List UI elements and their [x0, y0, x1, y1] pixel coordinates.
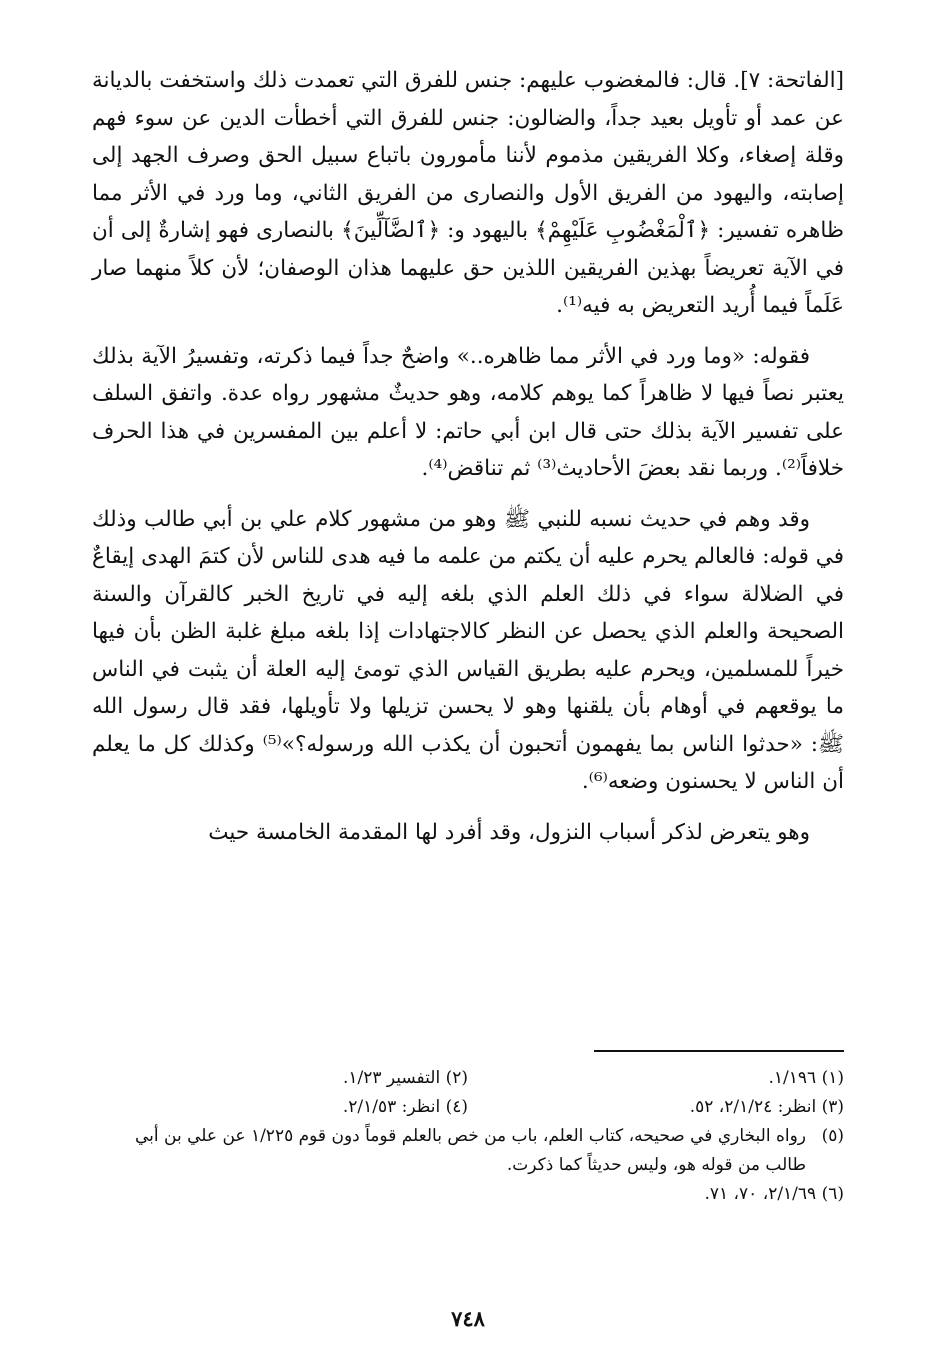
paragraph-4: وهو يتعرض لذكر أسباب النزول، وقد أفرد لها المقدمة الخامسة حيث — [208, 819, 810, 845]
footnote-6: (٦) ٢/١/٦٩، ٧٠، ٧١. — [704, 1184, 844, 1204]
footnote-5 — [92, 1122, 844, 1180]
paragraph-3: وقد وهم في حديث نسبه للنبي ﷺ وهو من مشهور كلام علي بن أبي طالب وذلك في قوله: فالعالم يحرم عليه أن يكتم من علمه ما فيه هدى للناس لأن كتمَ الهدى إيقاعٌ في الضلالة سواء في ذلك العلم الذي بلغه إليه في تاريخ الخبر كالقرآن والسنة الصحيحة والعلم الذي يحصل عن النظر كالاجتهادات إذا بلغه مبلغ غلبة الظن بأن فيها خيراً للمسلمين، ويحرم عليه بطريق القياس الذي تومئ إليه العلة أن يثبت في الناس ما يوقعهم في أوهام بأن يلقنها وهو لا يحسن تزيلها ولا تأويلها، فقد قال رسول الله ﷺ: «حدثوا الناس بما يفهمون أتحبون أن يكذب الله ورسوله؟»⁽⁵⁾ وكذلك كل ما يعلم أن الناس لا يحسنون وضعه⁽⁶⁾. — [92, 506, 845, 794]
footnote-4: (٤) انظر: ٢/١/٥٣. — [342, 1097, 468, 1117]
footnote-2: (٢) التفسير ١/٢٣. — [342, 1068, 468, 1088]
footnote-1: (١) ١/١٩٦. — [768, 1068, 844, 1088]
footnote-row-6 — [92, 1180, 844, 1209]
paragraph-1: [الفاتحة: ٧]. قال: فالمغضوب عليهم: جنس للفرق التي تعمدت ذلك واستخفت بالديانة عن عمد أو تأويل بعيد جداً، والضالون: جنس للفرق التي أخطأت الدين عن سوء فهم وقلة إصغاء، وكلا الفريقين مذموم لأننا مأمورون باتباع سبيل الحق وصرف الجهد إلى إصابته، واليهود من الفريق الأول والنصارى من الفريق الثاني، وما ورد في الأثر مما ظاهره تفسير: ﴿ٱلْمَغْضُوبِ عَلَيْهِمْ﴾ باليهود و: ﴿ٱلضَّآلِّينَ﴾ بالنصارى فهو إشارةٌ إلى أن في الآية تعريضاً بهذين الفريقين اللذين حق عليهما هذان الوصفان؛ لأن كلاً منهما صار عَلَماً فيما أُريد التعريض به فيه⁽¹⁾. — [92, 68, 844, 318]
footnote-row-2 — [92, 1093, 844, 1122]
page — [92, 62, 845, 1331]
main-text — [92, 62, 844, 851]
footnote-5-number: (٥) — [821, 1126, 844, 1146]
footnote-divider — [594, 1050, 844, 1052]
footnote-row-1 — [92, 1064, 844, 1093]
footnotes — [92, 1064, 844, 1209]
page-number: ٧٤٨ — [451, 1306, 485, 1331]
paragraph-2: فقوله: «وما ورد في الأثر مما ظاهره..» واضحٌ جداً فيما ذكرته، وتفسيرُ الآية بذلك يعتبر نصاً فيها لا ظاهراً كما يوهم كلامه، وهو حديثٌ مشهور رواه عدة. واتفق السلف على تفسير الآية بذلك حتى قال ابن أبي حاتم: لا أعلم بين المفسرين في هذا الحرف خلافاً⁽²⁾. وربما نقد بعضَ الأحاديث⁽³⁾ ثم تناقض⁽⁴⁾. — [92, 343, 844, 481]
footnote-5-text: رواه البخاري في صحيحه، كتاب العلم، باب من خص بالعلم قوماً دون قوم ١/٢٢٥ عن علي بن أبي طالب من قوله هو، وليس حديثاً كما ذكرت. — [135, 1126, 806, 1175]
footnote-3: (٣) انظر: ٢/١/٢٤، ٥٢. — [689, 1097, 844, 1117]
